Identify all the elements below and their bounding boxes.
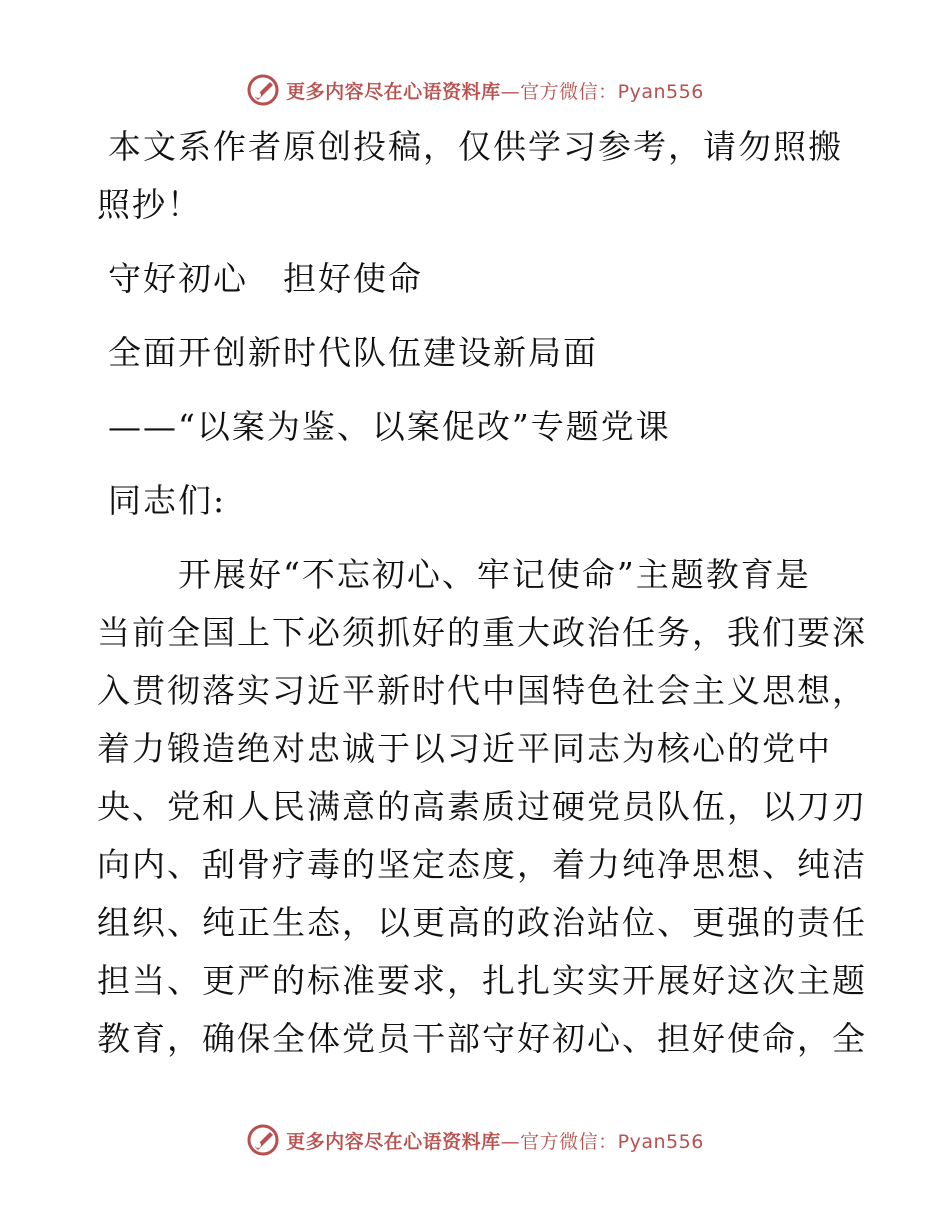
- notice-line-1: 本文系作者原创投稿，仅供学习参考，请勿照搬: [108, 127, 843, 166]
- paragraph-line-2: 当前全国上下必须抓好的重大政治任务，我们要深: [97, 613, 867, 652]
- quill-logo-icon: [246, 1123, 280, 1157]
- paragraph-line-8: 担当、更严的标准要求，扎扎实实开展好这次主题: [97, 961, 867, 1000]
- footer-banner: [0, 1120, 950, 1160]
- header-banner: [0, 70, 950, 110]
- paragraph-line-9: 教育，确保全体党员干部守好初心、担好使命，全: [97, 1019, 867, 1058]
- banner-site: 更多内容尽在心语资料库: [286, 80, 501, 103]
- paragraph-line-3: 入贯彻落实习近平新时代中国特色社会主义思想，: [97, 671, 867, 710]
- banner-wechat: 官方微信：Pyan556: [520, 1130, 704, 1153]
- title-line: 守好初心 担好使命: [108, 259, 423, 298]
- notice-line-2: 照抄！: [97, 185, 202, 224]
- banner-dash: —: [500, 1130, 521, 1153]
- paragraph-line-5: 央、党和人民满意的高素质过硬党员队伍，以刀刃: [97, 787, 867, 826]
- banner-text: [286, 1127, 704, 1154]
- banner-site: 更多内容尽在心语资料库: [286, 1130, 501, 1153]
- paragraph-line-7: 组织、纯正生态，以更高的政治站位、更强的责任: [97, 903, 867, 942]
- paragraph-line-1: 开展好“不忘初心、牢记使命”主题教育是: [178, 555, 811, 594]
- banner-wechat: 官方微信：Pyan556: [520, 80, 704, 103]
- subtitle-line: 全面开创新时代队伍建设新局面: [108, 333, 598, 372]
- banner-dash: —: [500, 80, 521, 103]
- salutation-line: 同志们:: [108, 481, 227, 520]
- lesson-title-line: ——“以案为鉴、以案促改”专题党课: [108, 407, 671, 446]
- paragraph-line-4: 着力锻造绝对忠诚于以习近平同志为核心的党中: [97, 729, 832, 768]
- banner-text: [286, 77, 704, 104]
- paragraph-line-6: 向内、刮骨疗毒的坚定态度，着力纯净思想、纯洁: [97, 845, 867, 884]
- quill-logo-icon: [246, 73, 280, 107]
